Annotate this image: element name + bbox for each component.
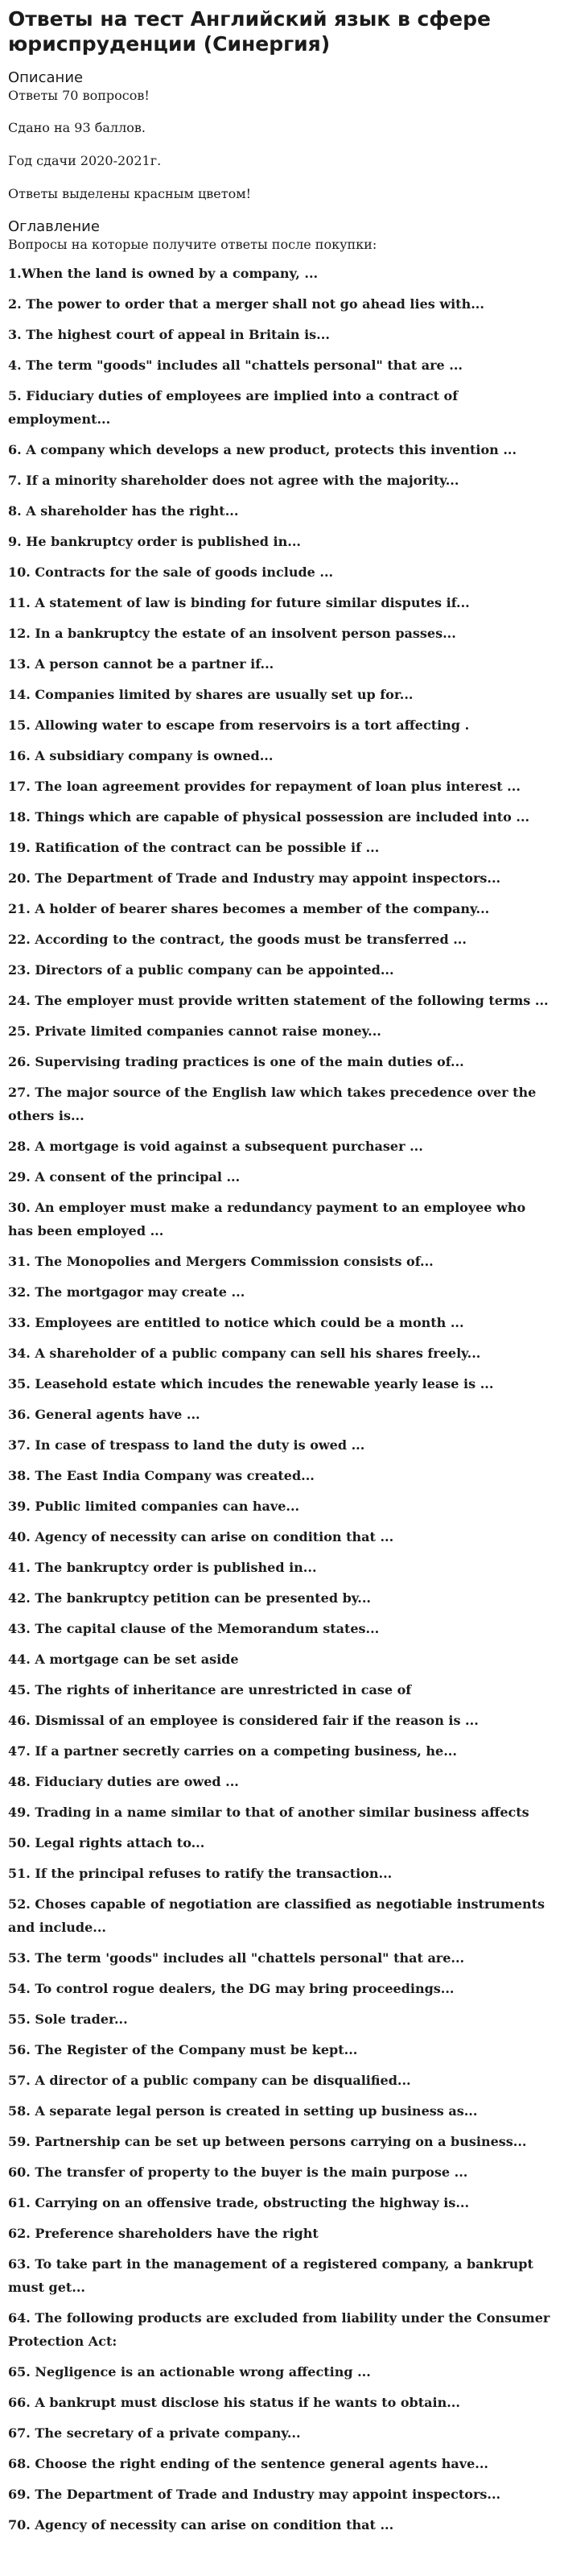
question-item (8, 622, 554, 645)
question-link[interactable]: 31. The Monopolies and Mergers Commission consists of... (8, 1254, 434, 1269)
question-link[interactable]: 18. Things which are capable of physical possession are included into ... (8, 809, 530, 825)
question-link[interactable]: 6. A company which develops a new product, protects this invention ... (8, 442, 517, 457)
question-item (8, 530, 554, 553)
question-item (8, 2191, 554, 2214)
question-item (8, 2360, 554, 2384)
question-link[interactable]: 38. The East India Company was created... (8, 1468, 315, 1483)
question-item (8, 384, 554, 431)
question-item (8, 2069, 554, 2092)
question-item (8, 262, 554, 285)
question-item (8, 652, 554, 676)
question-item (8, 897, 554, 920)
question-link[interactable]: 37. In case of trespass to land the duty is owed ... (8, 1437, 365, 1453)
question-item (8, 1739, 554, 1763)
question-item (8, 1831, 554, 1854)
question-item (8, 323, 554, 346)
question-link[interactable]: 56. The Register of the Company must be kept... (8, 2042, 358, 2057)
question-link[interactable]: 1.When the land is owned by a company, ... (8, 266, 319, 281)
toc-intro: Вопросы на которые получите ответы после покупки: (8, 237, 377, 252)
question-item (8, 1464, 554, 1487)
question-link[interactable]: 59. Partnership can be set up between persons carrying on a business... (8, 2134, 527, 2149)
question-item (8, 1433, 554, 1457)
question-item (8, 1678, 554, 1701)
question-link[interactable]: 23. Directors of a public company can be appointed... (8, 962, 394, 978)
question-item (8, 1311, 554, 1334)
question-link[interactable]: 32. The mortgagor may create ... (8, 1284, 245, 1300)
page-title: Ответы на тест Английский язык в сфере юриспруденции (Синергия) (8, 7, 491, 56)
question-link[interactable]: 55. Sole trader... (8, 2012, 128, 2027)
question-item (8, 1801, 554, 1824)
question-item (8, 836, 554, 859)
question-item (8, 1709, 554, 1732)
question-link[interactable]: 63. To take part in the management of a registered company, a bankrupt must get... (8, 2256, 533, 2295)
question-link[interactable]: 42. The bankruptcy petition can be presented by... (8, 1590, 371, 1606)
question-link[interactable]: 13. A person cannot be a partner if... (8, 656, 274, 672)
question-item (8, 2222, 554, 2245)
question-link[interactable]: 20. The Department of Trade and Industry may appoint inspectors... (8, 870, 501, 886)
question-item (8, 560, 554, 584)
question-item (8, 928, 554, 951)
description-section (8, 69, 554, 203)
question-link[interactable]: 12. In a bankruptcy the estate of an insolvent person passes... (8, 626, 456, 641)
description-line: Ответы выделены красным цветом! (8, 186, 252, 201)
question-link[interactable]: 45. The rights of inheritance are unrestricted in case of (8, 1682, 412, 1697)
question-item (8, 469, 554, 492)
question-item (8, 744, 554, 767)
question-item (8, 805, 554, 829)
question-item (8, 591, 554, 614)
question-link[interactable]: 4. The term "goods" includes all "chattels personal" that are ... (8, 358, 463, 373)
question-link[interactable]: 22. According to the contract, the goods must be transferred ... (8, 932, 467, 947)
question-item (8, 1946, 554, 1970)
question-link[interactable]: 5. Fiduciary duties of employees are implied into a contract of employment... (8, 388, 459, 427)
question-link[interactable]: 64. The following products are excluded from liability under the Consumer Protection Act: (8, 2310, 550, 2349)
question-link[interactable]: 62. Preference shareholders have the right (8, 2226, 319, 2241)
question-item (8, 1019, 554, 1043)
question-item (8, 958, 554, 982)
question-item (8, 1250, 554, 1273)
question-link[interactable]: 69. The Department of Trade and Industry may appoint inspectors... (8, 2487, 501, 2502)
question-link[interactable]: 66. A bankrupt must disclose his status if he wants to obtain... (8, 2395, 460, 2410)
description-label: Описание (8, 69, 84, 86)
question-link[interactable]: 44. A mortgage can be set aside (8, 1652, 239, 1667)
question-item (8, 292, 554, 316)
question-item (8, 438, 554, 461)
question-item (8, 354, 554, 377)
question-link[interactable]: 27. The major source of the English law which takes precedence over the others is... (8, 1085, 537, 1123)
question-link[interactable]: 68. Choose the right ending of the sentence general agents have... (8, 2456, 488, 2471)
question-link[interactable]: 47. If a partner secretly carries on a competing business, he... (8, 1743, 457, 1759)
question-link[interactable]: 7. If a minority shareholder does not agree with the majority... (8, 473, 459, 488)
question-link[interactable]: 3. The highest court of appeal in Britain is... (8, 327, 330, 342)
question-item (8, 2391, 554, 2414)
description-line: Год сдачи 2020-2021г. (8, 153, 162, 168)
toc-section (8, 218, 554, 2537)
question-link[interactable]: 36. General agents have ... (8, 1407, 200, 1422)
question-link[interactable]: 10. Contracts for the sale of goods include ... (8, 564, 334, 580)
question-item (8, 2452, 554, 2475)
question-link[interactable]: 11. A statement of law is binding for future similar disputes if... (8, 595, 470, 610)
question-item (8, 1770, 554, 1793)
question-link[interactable]: 60. The transfer of property to the buyer is the main purpose ... (8, 2165, 468, 2180)
question-link[interactable]: 48. Fiduciary duties are owed ... (8, 1774, 239, 1789)
question-item (8, 1586, 554, 1610)
question-link[interactable]: 50. Legal rights attach to... (8, 1835, 205, 1850)
question-link[interactable]: 24. The employer must provide written statement of the following terms ... (8, 993, 549, 1008)
question-link[interactable]: 8. A shareholder has the right... (8, 503, 239, 519)
question-link[interactable]: 54. To control rogue dealers, the DG may bring proceedings... (8, 1981, 455, 1996)
question-item (8, 2421, 554, 2445)
question-link[interactable]: 33. Employees are entitled to notice which could be a month ... (8, 1315, 464, 1330)
question-link[interactable]: 25. Private limited companies cannot raise money... (8, 1023, 381, 1039)
question-item (8, 2099, 554, 2123)
question-item (8, 1403, 554, 1426)
question-item (8, 2130, 554, 2153)
question-item (8, 2160, 554, 2184)
question-item (8, 1372, 554, 1396)
question-link[interactable]: 35. Leasehold estate which incudes the renewable yearly lease is ... (8, 1376, 494, 1391)
question-item (8, 2513, 554, 2537)
question-link[interactable]: 57. A director of a public company can be disqualified... (8, 2073, 411, 2088)
question-item (8, 2306, 554, 2353)
question-item (8, 1050, 554, 1073)
question-item (8, 2483, 554, 2506)
question-link[interactable]: 52. Choses capable of negotiation are classified as negotiable instruments and include... (8, 1896, 545, 1935)
question-link[interactable]: 49. Trading in a name similar to that of another similar business affects (8, 1805, 529, 1820)
question-item (8, 1892, 554, 1939)
question-link[interactable]: 16. A subsidiary company is owned... (8, 748, 274, 763)
question-link[interactable]: 17. The loan agreement provides for repayment of loan plus interest ... (8, 779, 521, 794)
question-link[interactable]: 26. Supervising trading practices is one of the main duties of... (8, 1054, 464, 1069)
question-link[interactable]: 21. A holder of bearer shares becomes a member of the company... (8, 901, 490, 916)
question-item (8, 1280, 554, 1304)
question-link[interactable]: 2. The power to order that a merger shall not go ahead lies with... (8, 296, 484, 312)
question-item (8, 1862, 554, 1885)
question-link[interactable]: 9. He bankruptcy order is published in... (8, 534, 301, 549)
question-item (8, 683, 554, 706)
question-link[interactable]: 39. Public limited companies can have... (8, 1499, 300, 1514)
question-link[interactable]: 43. The capital clause of the Memorandum states... (8, 1621, 380, 1636)
question-link[interactable]: 30. An employer must make a redundancy payment to an employee who has been employed ... (8, 1200, 526, 1238)
description-line: Ответы 70 вопросов! (8, 88, 150, 103)
question-link[interactable]: 15. Allowing water to escape from reservoirs is a tort affecting . (8, 717, 470, 733)
question-item (8, 2252, 554, 2299)
question-item (8, 499, 554, 523)
question-item (8, 1977, 554, 2000)
question-link[interactable]: 29. A consent of the principal ... (8, 1169, 241, 1185)
question-link[interactable]: 34. A shareholder of a public company can sell his shares freely... (8, 1346, 481, 1361)
question-list (8, 262, 554, 2537)
question-link[interactable]: 28. A mortgage is void against a subsequent purchaser ... (8, 1139, 423, 1154)
question-item (8, 1081, 554, 1127)
question-link[interactable]: 46. Dismissal of an employee is considered fair if the reason is ... (8, 1713, 479, 1728)
question-link[interactable]: 40. Agency of necessity can arise on condition that ... (8, 1529, 394, 1544)
question-link[interactable]: 67. The secretary of a private company... (8, 2425, 301, 2441)
question-link[interactable]: 41. The bankruptcy order is published in... (8, 1560, 317, 1575)
question-item (8, 989, 554, 1012)
question-item (8, 1196, 554, 1243)
question-link[interactable]: 19. Ratification of the contract can be possible if ... (8, 840, 380, 855)
question-item (8, 2007, 554, 2031)
question-link[interactable]: 51. If the principal refuses to ratify the transaction... (8, 1866, 393, 1881)
question-item (8, 713, 554, 737)
question-item (8, 1617, 554, 1640)
toc-label: Оглавление (8, 218, 100, 235)
question-item (8, 1342, 554, 1365)
question-link[interactable]: 70. Agency of necessity can arise on condition that ... (8, 2517, 394, 2533)
question-item (8, 775, 554, 798)
question-item (8, 1495, 554, 1518)
question-item (8, 2038, 554, 2061)
question-item (8, 1165, 554, 1189)
description-line: Сдано на 93 баллов. (8, 120, 146, 135)
question-item (8, 1556, 554, 1579)
question-link[interactable]: 61. Carrying on an offensive trade, obstructing the highway is... (8, 2195, 470, 2210)
question-item (8, 1135, 554, 1158)
question-item (8, 866, 554, 890)
question-link[interactable]: 65. Negligence is an actionable wrong affecting ... (8, 2364, 371, 2380)
question-item (8, 1648, 554, 1671)
question-link[interactable]: 58. A separate legal person is created in setting up business as... (8, 2103, 478, 2119)
question-link[interactable]: 14. Companies limited by shares are usually set up for... (8, 687, 414, 702)
question-item (8, 1525, 554, 1548)
question-link[interactable]: 53. The term 'goods" includes all "chattels personal" that are... (8, 1950, 465, 1966)
